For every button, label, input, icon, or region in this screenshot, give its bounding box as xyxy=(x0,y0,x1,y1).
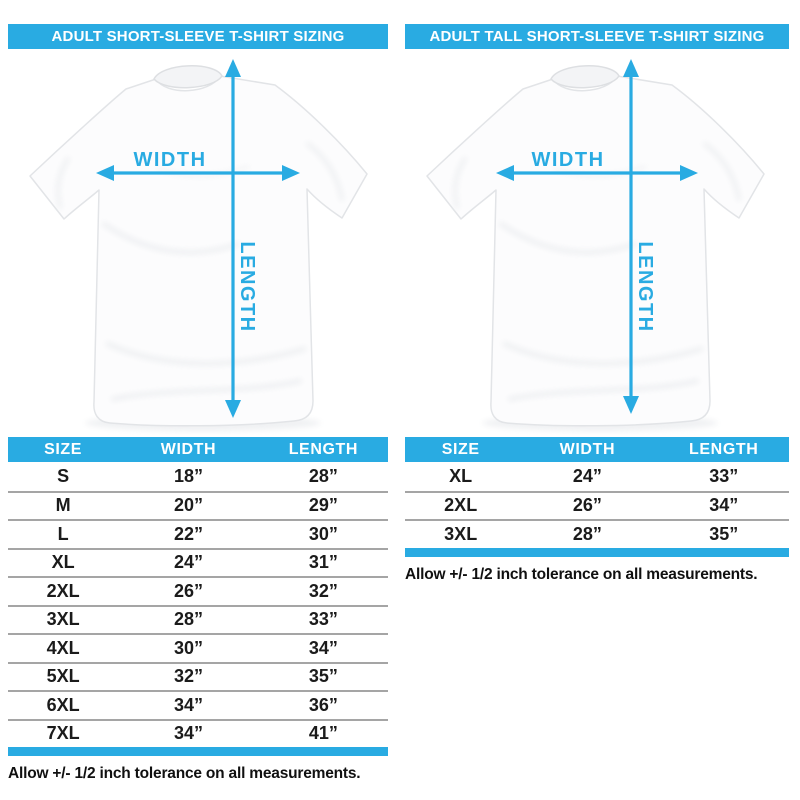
table-footer-bar xyxy=(405,548,789,557)
size-cell: 2XL xyxy=(444,495,478,516)
tolerance-note: Allow +/- 1/2 inch tolerance on all measurements. xyxy=(8,765,361,782)
width-label: WIDTH xyxy=(531,149,605,171)
size-table xyxy=(8,437,388,747)
width-label: WIDTH xyxy=(133,149,207,171)
panel-title: ADULT SHORT-SLEEVE T-SHIRT SIZING xyxy=(8,24,388,49)
size-cell: 3XL xyxy=(444,523,478,544)
table-row xyxy=(8,462,388,491)
length-cell: 36” xyxy=(308,694,338,715)
tshirt-diagram xyxy=(405,49,785,437)
length-cell: 35” xyxy=(308,666,338,687)
size-cell: S xyxy=(57,465,70,486)
column-header-width: WIDTH xyxy=(160,440,217,458)
size-cell: 6XL xyxy=(46,694,80,715)
width-cell: 24” xyxy=(173,552,203,573)
column-header-length: LENGTH xyxy=(689,440,759,458)
width-cell: 34” xyxy=(173,694,203,715)
width-cell: 30” xyxy=(173,637,203,658)
length-cell: 30” xyxy=(308,523,338,544)
panel-title: ADULT TALL SHORT-SLEEVE T-SHIRT SIZING xyxy=(405,24,789,49)
length-cell: 29” xyxy=(308,495,338,516)
table-footer-bar xyxy=(8,747,388,756)
column-header-size: SIZE xyxy=(44,440,83,458)
column-header-width: WIDTH xyxy=(559,440,616,458)
table-row xyxy=(8,605,388,634)
size-cell: M xyxy=(55,495,71,516)
table-row xyxy=(8,491,388,520)
size-cell: 5XL xyxy=(46,666,80,687)
table-row xyxy=(8,548,388,577)
length-cell: 35” xyxy=(709,523,739,544)
length-cell: 31” xyxy=(308,552,338,573)
table-header-row xyxy=(405,437,789,462)
length-cell: 41” xyxy=(308,723,338,744)
size-cell: XL xyxy=(51,552,75,573)
width-cell: 26” xyxy=(572,495,602,516)
length-label: LENGTH xyxy=(634,241,656,333)
length-label: LENGTH xyxy=(236,241,258,333)
table-row xyxy=(8,662,388,691)
table-row xyxy=(405,491,789,520)
table-row xyxy=(8,633,388,662)
length-cell: 32” xyxy=(308,580,338,601)
size-cell: L xyxy=(57,523,69,544)
width-cell: 32” xyxy=(173,666,203,687)
width-cell: 24” xyxy=(572,465,602,486)
width-cell: 22” xyxy=(173,523,203,544)
size-cell: XL xyxy=(449,465,473,486)
length-cell: 33” xyxy=(709,465,739,486)
column-header-size: SIZE xyxy=(441,440,480,458)
size-table xyxy=(405,437,789,548)
width-cell: 28” xyxy=(572,523,602,544)
size-cell: 7XL xyxy=(46,723,80,744)
tshirt-figure xyxy=(405,49,789,437)
width-cell: 28” xyxy=(173,609,203,630)
tshirt-diagram xyxy=(8,49,388,437)
length-cell: 34” xyxy=(308,637,338,658)
width-cell: 26” xyxy=(173,580,203,601)
width-cell: 18” xyxy=(173,465,203,486)
table-row xyxy=(8,690,388,719)
sizing-panel-regular xyxy=(8,24,388,783)
table-header-row xyxy=(8,437,388,462)
table-row xyxy=(8,576,388,605)
tshirt-figure xyxy=(8,49,388,437)
column-header-length: LENGTH xyxy=(288,440,359,458)
size-cell: 3XL xyxy=(46,609,80,630)
width-cell: 34” xyxy=(173,723,203,744)
sizing-panel-tall xyxy=(405,24,789,584)
length-cell: 34” xyxy=(709,495,739,516)
width-cell: 20” xyxy=(173,495,203,516)
table-row xyxy=(405,519,789,548)
table-row xyxy=(405,462,789,491)
table-row xyxy=(8,719,388,748)
tolerance-note: Allow +/- 1/2 inch tolerance on all measurements. xyxy=(405,565,758,583)
size-cell: 2XL xyxy=(46,580,80,601)
length-cell: 28” xyxy=(308,465,338,486)
size-cell: 4XL xyxy=(46,637,80,658)
table-row xyxy=(8,519,388,548)
length-cell: 33” xyxy=(308,609,338,630)
